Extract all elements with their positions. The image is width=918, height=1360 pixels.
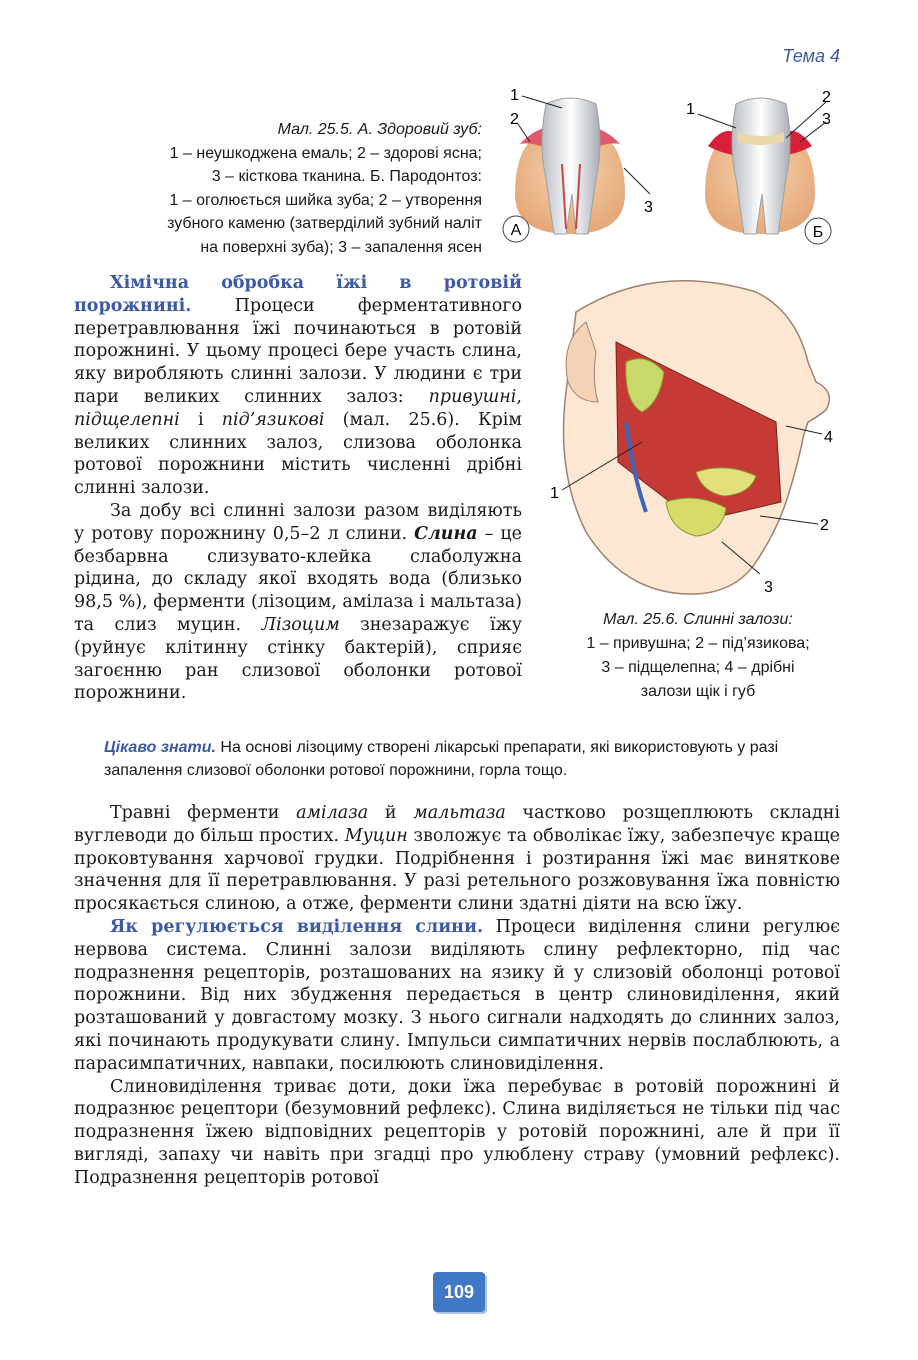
paragraph: Як регулюється виділення слини. Процеси виділення слини регулює нервова система. Слинні залози виділяють слину рефлекторно, під час подразнення рецепторів, розташованих на язику й у слизовій оболонці ротової порожнини. Від них збудження передається в центр слиновиділення, який розташований у довгастому мозку. З нього сигнали надходять до слинних залоз, які починають продукувати слину. Імпульси симпатичних нервів послаблюють, а парасимпатичних, навпаки, посилюють слиновиділення. — [74, 916, 840, 1074]
caption-line: 1 – неушкоджена емаль; 2 – здорові ясна; — [169, 144, 482, 162]
callout-4: 4 — [824, 429, 833, 446]
callout-3: 3 — [764, 579, 773, 596]
main-text — [74, 802, 840, 1190]
periodontitis-tooth — [705, 98, 815, 234]
callout-a-2: 2 — [510, 111, 519, 128]
callout-b-2: 2 — [822, 89, 831, 106]
callout-1: 1 — [550, 485, 559, 502]
callout-b-1: 1 — [686, 101, 695, 118]
callout-2: 2 — [820, 517, 829, 534]
callout-a-1: 1 — [510, 87, 519, 104]
chemical-processing-section — [74, 272, 522, 705]
caption-line: Мал. 25.5. А. Здоровий зуб: — [277, 121, 482, 138]
section-heading: Хімічна обробка їжі в ротовій порожнині. — [74, 273, 522, 316]
paragraph: Травні ферменти амілаза й мальтаза частково розщеплюють складні вуглеводи до більш простих. Муцин зволожує та обволікає їжу, забезпечує краще проковтування харчової грудки. Подрібнення і розтирання їжі має виняткове значення для її перетравлювання. У разі ретельного розжовування їжа повністю просякається слиною, а отже, ферменти слини здатні діяти на всю їжу. — [74, 803, 841, 915]
caption-line: зубного каменю (затверділий зубний наліт — [167, 215, 482, 232]
paragraph: За добу всі слинні залози разом виділяють у ротову порожнину 0,5–2 л слини. Слина – це безбарвна слизувато-клейка слаболужна рідина, до складу якої входять вода (близько 98,5 %), ферменти (лізоцим, амілаза і мальтаза) та слиз муцин. Лізоцим знезаражує їжу (руйнує клітинну стінку бактерій), сприяє загоєнню ран слизової оболонки ротової порожнини. — [74, 500, 522, 704]
panel-b-label: Б — [812, 224, 824, 241]
interesting-fact-note — [104, 736, 844, 782]
page-number: 109 — [433, 1272, 485, 1312]
caption-line: 1 – привушна; 2 – під’язикова; — [586, 635, 810, 652]
caption-line: на поверхні зуба); 3 – запалення ясен — [200, 238, 482, 256]
caption-line: 3 – кісткова тканина. Б. Пародонтоз: — [211, 168, 482, 185]
figure-25-5-caption — [84, 118, 482, 259]
callout-b-3: 3 — [822, 111, 831, 128]
caption-line: Мал. 25.6. Слинні залози: — [603, 611, 793, 628]
caption-line: 3 – підщелепна; 4 – дрібні — [601, 659, 795, 676]
term-saliva: Слина — [414, 523, 478, 544]
teeth-illustration — [500, 84, 840, 254]
figure-25-6-caption — [540, 608, 856, 704]
caption-line: залози щік і губ — [640, 683, 756, 700]
healthy-tooth — [515, 98, 625, 234]
panel-a-label: А — [510, 222, 522, 239]
callout-a-3: 3 — [644, 199, 653, 216]
topic-label: Тема 4 — [782, 46, 840, 66]
paragraph: Хімічна обробка їжі в ротовій порожнині. Процеси ферментативного перетравлювання їжі починаються в ротовій порожнині. У цьому процесі бере участь слина, яку виробляють слинні залози. У людини є три пари великих слинних залоз: привушні, підщелепні і під’язикові (мал. 25.6). Крім великих слинних залоз, слизова оболонка ротової порожнини містить численні дрібні слинні залози. — [74, 273, 522, 499]
caption-line: 1 – оголюється шийка зуба; 2 – утворення — [169, 191, 482, 209]
salivary-glands-illustration — [546, 272, 842, 604]
paragraph: Слиновиділення триває доти, доки їжа перебуває в ротовій порожнині й подразнює рецептори (безумовний рефлекс). Слина виділяється не тільки під час подразнення їжею відповідних рецепторів у ротовій порожнині, але й при її вигляді, запаху чи навіть при згадці про улюблену страву (умовний рефлекс). Подразнення рецепторів ротової — [74, 1076, 840, 1188]
note-text: На основі лізоциму створені лікарські препарати, які використовують у разі запалення слизової оболонки ротової порожнини, горла тощо. — [104, 739, 779, 779]
note-label: Цікаво знати. — [104, 739, 216, 756]
section-heading: Як регулюється виділення слини. — [110, 916, 484, 937]
